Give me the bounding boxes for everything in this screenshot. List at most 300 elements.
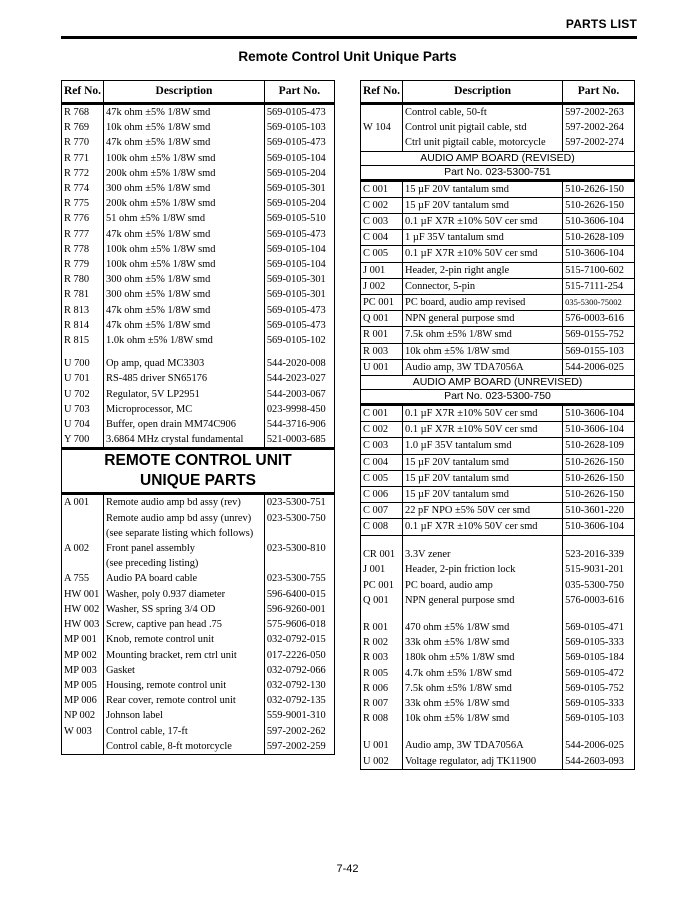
- ref-no-cell: R 779: [62, 257, 104, 272]
- part-no-cell: 544-2003-067: [264, 387, 334, 402]
- parts-table-right: [360, 80, 635, 770]
- description-cell: 0.1 µF X7R ±10% 50V cer smd: [403, 405, 563, 422]
- section-heading-row: [361, 390, 635, 405]
- description-cell: 15 µF 20V tantalum smd: [403, 180, 563, 197]
- table-row: [62, 196, 335, 211]
- table-row: [62, 526, 335, 541]
- part-no-cell: 544-2020-008: [264, 356, 334, 371]
- part-no-cell: 035-5300-750: [563, 578, 635, 593]
- ref-no-cell: R 775: [62, 196, 104, 211]
- ref-no-cell: J 001: [361, 562, 403, 577]
- part-no-cell: 569-0105-471: [563, 620, 635, 635]
- part-no-cell: 569-0155-752: [563, 327, 635, 343]
- ref-no-cell: R 780: [62, 272, 104, 287]
- description-cell: RS-485 driver SN65176: [104, 371, 265, 386]
- description-cell: 180k ohm ±5% 1/8W smd: [403, 650, 563, 665]
- description-cell: 0.1 µF X7R ±10% 50V cer smd: [403, 214, 563, 230]
- ref-no-cell: MP 006: [62, 693, 104, 708]
- table-row: [361, 593, 635, 608]
- table-row: [361, 104, 635, 121]
- table-row: [62, 494, 335, 511]
- table-row: [361, 666, 635, 681]
- description-cell: Johnson label: [104, 708, 265, 723]
- ref-no-cell: Y 700: [62, 432, 104, 449]
- ref-no-cell: R 769: [62, 120, 104, 135]
- description-cell: 3.6864 MHz crystal fundamental: [104, 432, 265, 449]
- ref-no-cell: J 002: [361, 278, 403, 294]
- ref-no-cell: U 001: [361, 359, 403, 375]
- col-part-no: Part No.: [563, 81, 635, 104]
- table-row: [361, 120, 635, 135]
- part-no-cell: 510-2628-109: [563, 438, 635, 454]
- part-no-cell: 544-2006-025: [563, 738, 635, 753]
- table-row: [62, 541, 335, 556]
- part-no-cell: 544-2023-027: [264, 371, 334, 386]
- table-row: [361, 754, 635, 770]
- description-cell: 0.1 µF X7R ±10% 50V cer smd: [403, 246, 563, 262]
- ref-no-cell: U 002: [361, 754, 403, 770]
- part-no-cell: 569-0105-333: [563, 696, 635, 711]
- ref-no-cell: R 003: [361, 650, 403, 665]
- table-row: [62, 227, 335, 242]
- table-row: [62, 242, 335, 257]
- table-row: [62, 104, 335, 121]
- description-cell: 300 ohm ±5% 1/8W smd: [104, 181, 265, 196]
- description-cell: 300 ohm ±5% 1/8W smd: [104, 287, 265, 302]
- table-row: [361, 262, 635, 278]
- table-row: [361, 738, 635, 753]
- ref-no-cell: C 001: [361, 405, 403, 422]
- table-row: [62, 678, 335, 693]
- ref-no-cell: [62, 556, 104, 571]
- table-row: [361, 470, 635, 486]
- description-cell: 100k ohm ±5% 1/8W smd: [104, 257, 265, 272]
- description-cell: 33k ohm ±5% 1/8W smd: [403, 635, 563, 650]
- part-no-cell: 576-0003-616: [563, 593, 635, 608]
- description-cell: Regulator, 5V LP2951: [104, 387, 265, 402]
- description-cell: 47k ohm ±5% 1/8W smd: [104, 135, 265, 150]
- part-no-cell: 032-0792-135: [264, 693, 334, 708]
- col-ref-no: Ref No.: [361, 81, 403, 104]
- part-no-cell: 510-3606-104: [563, 519, 635, 535]
- running-header: PARTS LIST: [565, 17, 637, 31]
- description-cell: Microprocessor, MC: [104, 402, 265, 417]
- part-no-cell: 569-0105-301: [264, 181, 334, 196]
- description-cell: Remote audio amp bd assy (unrev): [104, 511, 265, 526]
- row-gap: [361, 726, 635, 738]
- part-no-cell: 035-5300-75002: [563, 295, 635, 311]
- table-row: [361, 197, 635, 213]
- part-no-cell: 597-2002-264: [563, 120, 635, 135]
- description-cell: PC board, audio amp: [403, 578, 563, 593]
- part-no-cell: 515-7111-254: [563, 278, 635, 294]
- description-cell: Washer, poly 0.937 diameter: [104, 587, 265, 602]
- part-no-cell: 596-9260-001: [264, 602, 334, 617]
- description-cell: Audio PA board cable: [104, 571, 265, 586]
- part-no-cell: 559-9001-310: [264, 708, 334, 723]
- table-row: [361, 311, 635, 327]
- description-cell: Remote audio amp bd assy (rev): [104, 494, 265, 511]
- ref-no-cell: R 005: [361, 666, 403, 681]
- description-cell: 0.1 µF X7R ±10% 50V cer smd: [403, 519, 563, 535]
- part-no-cell: 510-2626-150: [563, 180, 635, 197]
- table-header: [361, 81, 635, 104]
- description-cell: Mounting bracket, rem ctrl unit: [104, 648, 265, 663]
- ref-no-cell: CR 001: [361, 547, 403, 562]
- table-row: [62, 402, 335, 417]
- description-cell: Voltage regulator, adj TK11900: [403, 754, 563, 770]
- part-no-cell: 569-0105-103: [264, 120, 334, 135]
- description-cell: Knob, remote control unit: [104, 632, 265, 647]
- ref-no-cell: [62, 511, 104, 526]
- ref-no-cell: R 007: [361, 696, 403, 711]
- parts-table-left: [61, 80, 335, 755]
- ref-no-cell: R 814: [62, 318, 104, 333]
- part-no-cell: 515-9031-201: [563, 562, 635, 577]
- ref-no-cell: R 772: [62, 166, 104, 181]
- table-row: [361, 650, 635, 665]
- table-row: [62, 632, 335, 647]
- part-no-cell: 597-2002-263: [563, 104, 635, 121]
- table-row: [62, 371, 335, 386]
- description-cell: NPN general purpose smd: [403, 311, 563, 327]
- ref-no-cell: [361, 135, 403, 151]
- ref-no-cell: R 008: [361, 711, 403, 726]
- page-number: 7-42: [336, 863, 359, 875]
- part-no-cell: 569-0105-104: [264, 257, 334, 272]
- ref-no-cell: R 813: [62, 303, 104, 318]
- part-no-cell: 569-0105-473: [264, 104, 334, 121]
- table-row: [62, 587, 335, 602]
- part-no-cell: 569-0105-473: [264, 318, 334, 333]
- part-no-cell: 510-3606-104: [563, 405, 635, 422]
- revised-board-title: AUDIO AMP BOARD (REVISED): [361, 151, 635, 165]
- part-no-cell: 597-2002-259: [264, 739, 334, 755]
- ref-no-cell: C 002: [361, 197, 403, 213]
- ref-no-cell: A 001: [62, 494, 104, 511]
- table-row: [62, 287, 335, 302]
- description-cell: Front panel assembly: [104, 541, 265, 556]
- ref-no-cell: C 006: [361, 487, 403, 503]
- part-no-cell: [264, 556, 334, 571]
- table-row: [361, 711, 635, 726]
- ref-no-cell: U 001: [361, 738, 403, 753]
- ref-no-cell: PC 001: [361, 295, 403, 311]
- part-no-cell: 521-0003-685: [264, 432, 334, 449]
- description-cell: 4.7k ohm ±5% 1/8W smd: [403, 666, 563, 681]
- table-row: [62, 356, 335, 371]
- description-cell: 200k ohm ±5% 1/8W smd: [104, 166, 265, 181]
- table-row: [62, 648, 335, 663]
- description-cell: 100k ohm ±5% 1/8W smd: [104, 151, 265, 166]
- description-cell: 100k ohm ±5% 1/8W smd: [104, 242, 265, 257]
- ref-no-cell: C 004: [361, 230, 403, 246]
- ref-no-cell: U 703: [62, 402, 104, 417]
- col-ref-no: Ref No.: [62, 81, 104, 104]
- table-row: [62, 211, 335, 226]
- description-cell: 10k ohm ±5% 1/8W smd: [403, 343, 563, 359]
- part-no-cell: 510-3601-220: [563, 503, 635, 519]
- section-heading-row: [361, 165, 635, 180]
- part-no-cell: 510-2626-150: [563, 454, 635, 470]
- part-no-cell: 023-5300-755: [264, 571, 334, 586]
- table-row: [62, 151, 335, 166]
- ref-no-cell: C 005: [361, 470, 403, 486]
- revised-board-part-no: Part No. 023-5300-751: [361, 165, 635, 180]
- ref-no-cell: C 002: [361, 422, 403, 438]
- col-part-no: Part No.: [264, 81, 334, 104]
- ref-no-cell: W 104: [361, 120, 403, 135]
- part-no-cell: 544-2006-025: [563, 359, 635, 375]
- ref-no-cell: C 007: [361, 503, 403, 519]
- row-gap: [62, 348, 335, 356]
- ref-no-cell: R 778: [62, 242, 104, 257]
- table-row: [62, 739, 335, 755]
- table-row: [62, 318, 335, 333]
- part-no-cell: 515-7100-602: [563, 262, 635, 278]
- part-no-cell: 569-0105-204: [264, 196, 334, 211]
- ref-no-cell: R 776: [62, 211, 104, 226]
- part-no-cell: 032-0792-015: [264, 632, 334, 647]
- ref-no-cell: C 004: [361, 454, 403, 470]
- description-cell: Control cable, 8-ft motorcycle: [104, 739, 265, 755]
- ref-no-cell: C 008: [361, 519, 403, 535]
- description-cell: Screw, captive pan head .75: [104, 617, 265, 632]
- description-cell: 47k ohm ±5% 1/8W smd: [104, 303, 265, 318]
- description-cell: Rear cover, remote control unit: [104, 693, 265, 708]
- part-no-cell: 569-0105-510: [264, 211, 334, 226]
- description-cell: Audio amp, 3W TDA7056A: [403, 738, 563, 753]
- description-cell: Audio amp, 3W TDA7056A: [403, 359, 563, 375]
- part-no-cell: 023-5300-810: [264, 541, 334, 556]
- description-cell: Control cable, 50-ft: [403, 104, 563, 121]
- ref-no-cell: A 002: [62, 541, 104, 556]
- section-title-row: [62, 471, 335, 494]
- part-no-cell: 544-2603-093: [563, 754, 635, 770]
- description-cell: 51 ohm ±5% 1/8W smd: [104, 211, 265, 226]
- ref-no-cell: MP 001: [62, 632, 104, 647]
- table-row: [62, 663, 335, 678]
- table-row: [62, 571, 335, 586]
- description-cell: 1 µF 35V tantalum smd: [403, 230, 563, 246]
- description-cell: Buffer, open drain MM74C906: [104, 417, 265, 432]
- part-no-cell: 032-0792-066: [264, 663, 334, 678]
- part-no-cell: 569-0105-473: [264, 227, 334, 242]
- description-cell: Housing, remote control unit: [104, 678, 265, 693]
- part-no-cell: 575-9606-018: [264, 617, 334, 632]
- table-header: [62, 81, 335, 104]
- ref-no-cell: W 003: [62, 724, 104, 739]
- description-cell: Control unit pigtail cable, std: [403, 120, 563, 135]
- ref-no-cell: R 006: [361, 681, 403, 696]
- ref-no-cell: NP 002: [62, 708, 104, 723]
- table-row: [361, 578, 635, 593]
- table-row: [62, 417, 335, 432]
- table-row: [62, 135, 335, 150]
- description-cell: NPN general purpose smd: [403, 593, 563, 608]
- table-row: [361, 454, 635, 470]
- table-row: [361, 562, 635, 577]
- ref-no-cell: U 704: [62, 417, 104, 432]
- ref-no-cell: HW 002: [62, 602, 104, 617]
- ref-no-cell: A 755: [62, 571, 104, 586]
- description-cell: 47k ohm ±5% 1/8W smd: [104, 318, 265, 333]
- part-no-cell: 569-0105-333: [563, 635, 635, 650]
- table-row: [361, 635, 635, 650]
- part-no-cell: 032-0792-130: [264, 678, 334, 693]
- description-cell: Gasket: [104, 663, 265, 678]
- part-no-cell: 017-2226-050: [264, 648, 334, 663]
- page-title: Remote Control Unit Unique Parts: [238, 49, 457, 64]
- table-row: [62, 708, 335, 723]
- part-no-cell: 510-3606-104: [563, 246, 635, 262]
- description-cell: Control cable, 17-ft: [104, 724, 265, 739]
- description-cell: Header, 2-pin friction lock: [403, 562, 563, 577]
- ref-no-cell: J 001: [361, 262, 403, 278]
- table-row: [361, 135, 635, 151]
- ref-no-cell: U 701: [62, 371, 104, 386]
- table-row: [361, 405, 635, 422]
- description-cell: 3.3V zener: [403, 547, 563, 562]
- ref-no-cell: R 815: [62, 333, 104, 348]
- part-no-cell: 569-0105-204: [264, 166, 334, 181]
- ref-no-cell: R 774: [62, 181, 104, 196]
- description-cell: 0.1 µF X7R ±10% 50V cer smd: [403, 422, 563, 438]
- table-row: [361, 214, 635, 230]
- table-row: [361, 422, 635, 438]
- col-description: Description: [403, 81, 563, 104]
- description-cell: Op amp, quad MC3303: [104, 356, 265, 371]
- part-no-cell: 510-2626-150: [563, 197, 635, 213]
- ref-no-cell: R 781: [62, 287, 104, 302]
- table-row: [62, 181, 335, 196]
- description-cell: 47k ohm ±5% 1/8W smd: [104, 104, 265, 121]
- table-row: [361, 230, 635, 246]
- ref-no-cell: C 001: [361, 180, 403, 197]
- part-no-cell: 510-2628-109: [563, 230, 635, 246]
- description-cell: 300 ohm ±5% 1/8W smd: [104, 272, 265, 287]
- part-no-cell: 576-0003-616: [563, 311, 635, 327]
- part-no-cell: 569-0105-473: [264, 303, 334, 318]
- section-title-line1: REMOTE CONTROL UNIT: [62, 449, 335, 472]
- table-row: [361, 343, 635, 359]
- part-no-cell: 597-2002-262: [264, 724, 334, 739]
- ref-no-cell: C 003: [361, 214, 403, 230]
- description-cell: 10k ohm ±5% 1/8W smd: [104, 120, 265, 135]
- table-row: [361, 327, 635, 343]
- part-no-cell: 569-0105-752: [563, 681, 635, 696]
- col-description: Description: [104, 81, 265, 104]
- table-row: [361, 438, 635, 454]
- table-row: [361, 359, 635, 375]
- table-row: [62, 333, 335, 348]
- part-no-cell: 569-0105-102: [264, 333, 334, 348]
- description-cell: (see separate listing which follows): [104, 526, 265, 541]
- row-gap: [361, 535, 635, 547]
- ref-no-cell: R 002: [361, 635, 403, 650]
- table-row: [361, 278, 635, 294]
- table-row: [62, 602, 335, 617]
- part-no-cell: 596-6400-015: [264, 587, 334, 602]
- part-no-cell: 569-0105-473: [264, 135, 334, 150]
- part-no-cell: 023-9998-450: [264, 402, 334, 417]
- description-cell: Washer, SS spring 3/4 OD: [104, 602, 265, 617]
- table-row: [62, 272, 335, 287]
- section-title-row: [62, 449, 335, 472]
- table-row: [62, 511, 335, 526]
- part-no-cell: 597-2002-274: [563, 135, 635, 151]
- part-no-cell: 510-2626-150: [563, 470, 635, 486]
- table-row: [361, 487, 635, 503]
- part-no-cell: 523-2016-339: [563, 547, 635, 562]
- description-cell: 1.0 µF 35V tantalum smd: [403, 438, 563, 454]
- ref-no-cell: R 001: [361, 327, 403, 343]
- description-cell: Header, 2-pin right angle: [403, 262, 563, 278]
- part-no-cell: 510-2626-150: [563, 487, 635, 503]
- ref-no-cell: [62, 739, 104, 755]
- ref-no-cell: R 771: [62, 151, 104, 166]
- section-heading-row: [361, 376, 635, 390]
- table-row: [62, 724, 335, 739]
- table-row: [62, 120, 335, 135]
- ref-no-cell: [62, 526, 104, 541]
- description-cell: 7.5k ohm ±5% 1/8W smd: [403, 327, 563, 343]
- part-no-cell: 510-3606-104: [563, 214, 635, 230]
- ref-no-cell: PC 001: [361, 578, 403, 593]
- ref-no-cell: U 700: [62, 356, 104, 371]
- part-no-cell: 544-3716-906: [264, 417, 334, 432]
- ref-no-cell: MP 003: [62, 663, 104, 678]
- ref-no-cell: MP 002: [62, 648, 104, 663]
- ref-no-cell: R 001: [361, 620, 403, 635]
- description-cell: 15 µF 20V tantalum smd: [403, 470, 563, 486]
- part-no-cell: 569-0105-472: [563, 666, 635, 681]
- ref-no-cell: C 005: [361, 246, 403, 262]
- description-cell: Ctrl unit pigtail cable, motorcycle: [403, 135, 563, 151]
- table-row: [62, 303, 335, 318]
- description-cell: 33k ohm ±5% 1/8W smd: [403, 696, 563, 711]
- ref-no-cell: R 768: [62, 104, 104, 121]
- part-no-cell: [264, 526, 334, 541]
- row-gap: [361, 608, 635, 620]
- ref-no-cell: R 770: [62, 135, 104, 150]
- table-row: [361, 519, 635, 535]
- ref-no-cell: HW 003: [62, 617, 104, 632]
- section-title-line2: UNIQUE PARTS: [62, 471, 335, 494]
- table-row: [361, 180, 635, 197]
- description-cell: 15 µF 20V tantalum smd: [403, 197, 563, 213]
- description-cell: 1.0k ohm ±5% 1/8W smd: [104, 333, 265, 348]
- table-row: [361, 246, 635, 262]
- ref-no-cell: [361, 104, 403, 121]
- table-row: [62, 166, 335, 181]
- table-row: [62, 556, 335, 571]
- ref-no-cell: Q 001: [361, 311, 403, 327]
- ref-no-cell: HW 001: [62, 587, 104, 602]
- ref-no-cell: MP 005: [62, 678, 104, 693]
- description-cell: 15 µF 20V tantalum smd: [403, 487, 563, 503]
- description-cell: 47k ohm ±5% 1/8W smd: [104, 227, 265, 242]
- part-no-cell: 569-0105-301: [264, 287, 334, 302]
- part-no-cell: 569-0105-103: [563, 711, 635, 726]
- part-no-cell: 569-0105-301: [264, 272, 334, 287]
- table-row: [361, 295, 635, 311]
- ref-no-cell: U 702: [62, 387, 104, 402]
- ref-no-cell: R 003: [361, 343, 403, 359]
- description-cell: Connector, 5-pin: [403, 278, 563, 294]
- description-cell: (see preceding listing): [104, 556, 265, 571]
- table-row: [62, 257, 335, 272]
